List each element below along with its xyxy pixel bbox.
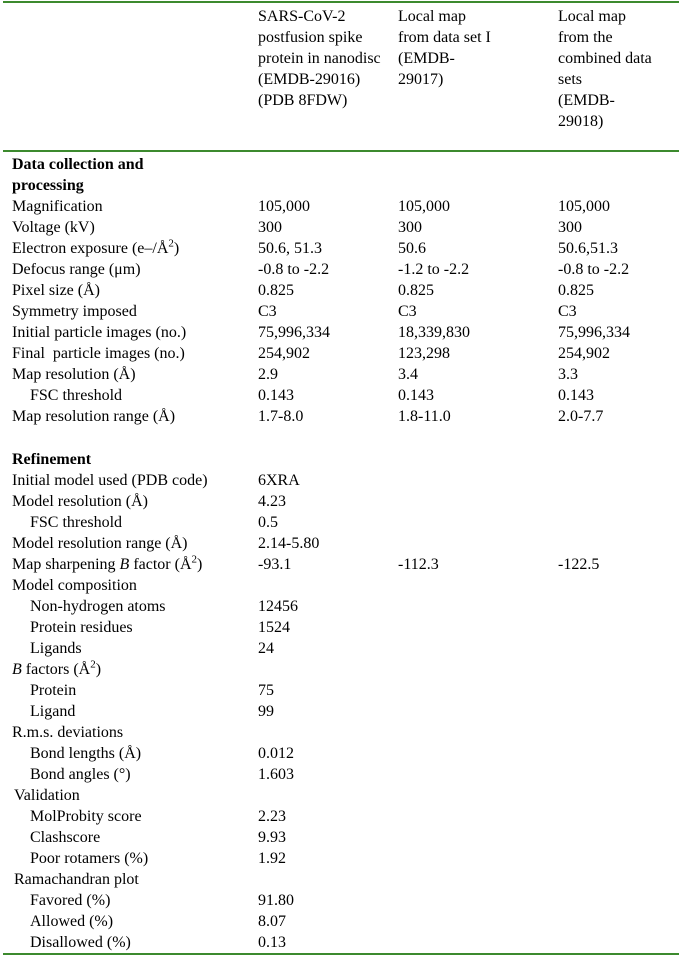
table-row — [0, 301, 682, 322]
header-line: sets — [558, 71, 582, 88]
cell-value: -0.8 to -2.2 — [258, 261, 330, 278]
row-label: Bond lengths (Å) — [30, 745, 142, 762]
cell-value: 2.23 — [258, 808, 286, 825]
table-row — [0, 491, 682, 512]
row-label: FSC threshold — [30, 387, 123, 404]
row-label: Final particle images (no.) — [12, 345, 185, 362]
table-row — [0, 764, 682, 785]
table-row — [0, 322, 682, 343]
column-header-local-map-combined — [558, 6, 652, 132]
cell-value: 123,298 — [398, 345, 450, 362]
table-row — [0, 533, 682, 554]
label-text: Map sharpening — [12, 556, 120, 573]
header-line: combined data — [558, 50, 652, 67]
row-label: Map resolution (Å) — [12, 366, 136, 383]
table-row — [0, 554, 682, 575]
table-row — [0, 470, 682, 491]
cell-value: -0.8 to -2.2 — [558, 261, 630, 278]
row-label: Poor rotamers (%) — [30, 850, 149, 867]
cell-value: 0.825 — [258, 282, 294, 299]
header-line: from data set I — [398, 29, 491, 46]
cell-value: 1.603 — [258, 766, 294, 783]
table-row — [0, 259, 682, 280]
column-header-spike — [258, 6, 381, 111]
row-label: Bond angles (°) — [30, 766, 131, 783]
cell-value: 300 — [558, 219, 582, 236]
row-label: Protein — [30, 682, 77, 699]
cell-value: 1.8-11.0 — [398, 408, 451, 425]
top-rule — [3, 1, 679, 3]
row-label: Protein residues — [30, 619, 133, 636]
row-label: Defocus range (μm) — [12, 261, 141, 278]
row-label: Model resolution (Å) — [12, 493, 148, 510]
cell-value: 12456 — [258, 598, 298, 615]
row-label: Magnification — [12, 198, 103, 215]
table-row — [0, 364, 682, 385]
table-row — [0, 890, 682, 911]
row-label: Validation — [14, 787, 80, 804]
table-row — [0, 659, 682, 680]
cell-value: C3 — [258, 303, 277, 320]
cell-value: 300 — [258, 219, 282, 236]
label-text: factors (Å — [21, 661, 91, 678]
cell-value: 75 — [258, 682, 274, 699]
section-heading-data-collection-cont — [0, 175, 682, 196]
header-line: SARS-CoV-2 — [258, 8, 346, 25]
table-row — [0, 680, 682, 701]
row-label: FSC threshold — [30, 514, 123, 531]
cell-value: 254,902 — [558, 345, 610, 362]
row-label: Pixel size (Å) — [12, 282, 100, 299]
cell-value: 0.825 — [398, 282, 434, 299]
header-line: (EMDB- — [398, 50, 455, 67]
cell-value: -1.2 to -2.2 — [398, 261, 470, 278]
table-row — [0, 638, 682, 659]
row-label: Ligands — [30, 640, 82, 657]
cell-value: -122.5 — [558, 556, 600, 573]
label-suffix: ) — [173, 240, 180, 257]
label-superscript: 2 — [168, 237, 174, 250]
cell-value: 50.6 — [398, 240, 426, 257]
cell-value: C3 — [558, 303, 577, 320]
cell-value: 50.6, 51.3 — [258, 240, 322, 257]
table-row — [0, 911, 682, 932]
cell-value: C3 — [398, 303, 417, 320]
table-row — [0, 343, 682, 364]
cell-value: 6XRA — [258, 472, 300, 489]
header-line: 29018) — [558, 113, 604, 130]
label-suffix: ) — [95, 661, 102, 678]
cell-value: 1524 — [258, 619, 290, 636]
row-label: Model composition — [12, 577, 137, 594]
cell-value: 1.92 — [258, 850, 286, 867]
cell-value: 9.93 — [258, 829, 286, 846]
header-line: postfusion spike — [258, 29, 363, 46]
table-row — [0, 932, 682, 953]
cell-value: 0.825 — [558, 282, 594, 299]
row-label — [12, 554, 202, 575]
cell-value: 50.6,51.3 — [558, 240, 618, 257]
table-row — [0, 406, 682, 427]
cell-value: 0.5 — [258, 514, 278, 531]
header-line: Local map — [398, 8, 466, 25]
table-row — [0, 596, 682, 617]
table-row — [0, 196, 682, 217]
row-label — [12, 238, 179, 259]
section-title: processing — [12, 177, 84, 194]
table-row — [0, 512, 682, 533]
table-row — [0, 743, 682, 764]
cell-value: 75,996,334 — [558, 324, 630, 341]
header-line: (EMDB-29016) — [258, 71, 361, 88]
cell-value: 254,902 — [258, 345, 310, 362]
row-label: Ligand — [30, 703, 76, 720]
cell-value: 0.143 — [258, 387, 294, 404]
cell-value: 2.0-7.7 — [558, 408, 604, 425]
cell-value: 4.23 — [258, 493, 286, 510]
cell-value: -93.1 — [258, 556, 292, 573]
row-label: MolProbity score — [30, 808, 142, 825]
cell-value: 75,996,334 — [258, 324, 330, 341]
row-label: Symmetry imposed — [12, 303, 137, 320]
row-label: Voltage (kV) — [12, 219, 95, 236]
cell-value: 105,000 — [258, 198, 310, 215]
header-line: 29017) — [398, 71, 444, 88]
cell-value: 24 — [258, 640, 274, 657]
table-row — [0, 869, 682, 890]
header-line: (EMDB- — [558, 92, 615, 109]
row-label — [12, 659, 101, 680]
cell-value: 1.7-8.0 — [258, 408, 304, 425]
section-heading-data-collection — [0, 154, 682, 175]
label-text: Electron exposure (e–/Å — [12, 240, 169, 257]
table-row — [0, 385, 682, 406]
cell-value: 105,000 — [558, 198, 610, 215]
cell-value: 0.143 — [558, 387, 594, 404]
label-italic: B — [119, 556, 130, 573]
row-label: Ramachandran plot — [14, 871, 139, 888]
row-label: Non-hydrogen atoms — [30, 598, 166, 615]
cell-value: 3.4 — [398, 366, 418, 383]
cell-value: 3.3 — [558, 366, 578, 383]
cell-value: 91.80 — [258, 892, 294, 909]
table-row — [0, 785, 682, 806]
section-heading-refinement — [0, 449, 682, 470]
header-line: Local map — [558, 8, 626, 25]
table-row — [0, 280, 682, 301]
table-row — [0, 575, 682, 596]
table-row — [0, 827, 682, 848]
row-label: Initial model used (PDB code) — [12, 472, 208, 489]
label-superscript: 2 — [191, 553, 197, 566]
table-row — [0, 217, 682, 238]
row-label: Favored (%) — [30, 892, 111, 909]
cell-value: 105,000 — [398, 198, 450, 215]
row-label: Initial particle images (no.) — [12, 324, 187, 341]
section-title: Refinement — [12, 451, 92, 468]
row-label: Disallowed (%) — [30, 934, 131, 951]
cell-value: 18,339,830 — [398, 324, 470, 341]
row-label: Clashscore — [30, 829, 101, 846]
cell-value: 2.9 — [258, 366, 278, 383]
table-row — [0, 722, 682, 743]
row-label: Map resolution range (Å) — [12, 408, 176, 425]
label-superscript: 2 — [90, 658, 96, 671]
table-row — [0, 238, 682, 259]
table-row — [0, 848, 682, 869]
cell-value: 0.143 — [398, 387, 434, 404]
label-text: factor (Å — [129, 556, 192, 573]
cell-value: 0.012 — [258, 745, 294, 762]
label-suffix: ) — [197, 556, 203, 573]
row-label: Allowed (%) — [30, 913, 114, 930]
table-row — [0, 701, 682, 722]
row-label: Model resolution range (Å) — [12, 535, 188, 552]
cell-value: 8.07 — [258, 913, 286, 930]
row-label: R.m.s. deviations — [12, 724, 124, 741]
header-line: (PDB 8FDW) — [258, 92, 348, 109]
cell-value: -112.3 — [398, 556, 439, 573]
header-line: from the — [558, 29, 613, 46]
table-row — [0, 806, 682, 827]
cell-value: 99 — [258, 703, 274, 720]
column-header-local-map-1 — [398, 6, 491, 90]
header-rule — [3, 150, 679, 152]
section-title: Data collection and — [12, 156, 144, 173]
cell-value: 2.14-5.80 — [258, 535, 320, 552]
header-line: protein in nanodisc — [258, 50, 381, 67]
table-row — [0, 617, 682, 638]
label-italic: B — [12, 661, 22, 678]
cell-value: 300 — [398, 219, 422, 236]
bottom-rule — [3, 953, 679, 955]
cell-value: 0.13 — [258, 934, 286, 951]
